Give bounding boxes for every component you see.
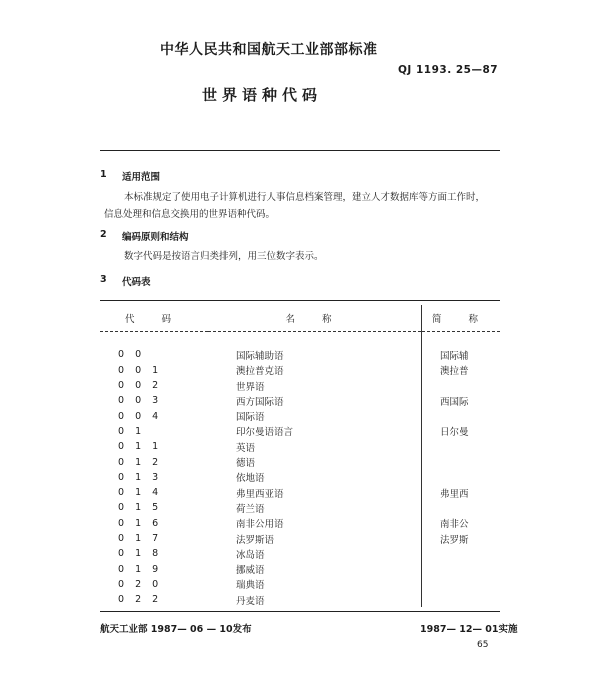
abbr-cell — [422, 500, 501, 515]
table-row — [100, 378, 500, 393]
abbr-cell — [422, 546, 501, 561]
name-cell: 德语 — [208, 454, 422, 469]
table-row — [100, 439, 500, 454]
section-title: 代码表 — [122, 277, 151, 288]
section-1-heading — [100, 169, 500, 183]
code-cell: 0 1 5 — [118, 502, 163, 514]
code-cell: 0 1 1 — [118, 441, 163, 453]
abbr-cell — [422, 592, 501, 607]
abbr-cell: 弗里西 — [440, 488, 469, 500]
code-cell: 0 1 2 — [118, 456, 163, 468]
section-1-text-line-1: 本标准规定了使用电子计算机进行人事信息档案管理，建立人才数据库等方面工作时， — [124, 192, 486, 203]
code-cell: 0 1 — [118, 425, 146, 437]
code-cell: 0 1 7 — [118, 533, 163, 544]
name-cell: 国际辅助语 — [208, 347, 422, 362]
section-2-heading — [100, 229, 500, 243]
standard-org-title: 中华人民共和国航天工业部部标准 — [160, 42, 378, 58]
code-cell: 0 2 2 — [118, 594, 163, 606]
section-number: 1 — [100, 169, 107, 180]
issue-date: 航天工业部 1987— 06 — 10发布 — [100, 624, 252, 635]
header-name: 名 称 — [208, 305, 422, 332]
section-1-text-line-2: 信息处理和信息交换用的世界语种代码。 — [104, 209, 276, 220]
abbr-cell: 澳拉普 — [440, 366, 469, 378]
table-row — [100, 408, 500, 423]
abbr-cell — [422, 454, 501, 469]
abbr-cell: 南非公 — [440, 519, 469, 531]
name-cell: 南非公用语 — [208, 516, 422, 531]
name-cell: 瑞典语 — [208, 577, 422, 592]
name-cell: 英语 — [208, 439, 422, 454]
name-cell: 世界语 — [208, 378, 422, 393]
table-row — [100, 561, 500, 576]
name-cell: 冰岛语 — [208, 546, 422, 561]
effective-date: 1987— 12— 01实施 — [420, 624, 518, 635]
code-cell: 0 0 4 — [118, 410, 163, 422]
abbr-cell — [422, 561, 501, 576]
code-cell: 0 1 9 — [118, 563, 163, 575]
table-row — [100, 347, 500, 362]
document-title: 世界语种代码 — [202, 86, 323, 104]
name-cell: 弗里西亚语 — [208, 485, 422, 500]
table-top-rule — [100, 300, 500, 301]
table-row — [100, 531, 500, 546]
code-cell: 0 1 3 — [118, 471, 163, 483]
name-cell: 荷兰语 — [208, 500, 422, 515]
abbr-cell — [422, 408, 501, 423]
code-cell: 0 1 4 — [118, 487, 163, 499]
code-cell: 0 0 1 — [118, 364, 163, 376]
name-cell: 澳拉普克语 — [208, 363, 422, 378]
standard-code: QJ 1193. 25—87 — [398, 64, 499, 76]
table-row — [100, 546, 500, 561]
code-cell: 0 0 — [118, 349, 146, 361]
table-row — [100, 454, 500, 469]
abbr-cell: 国际辅 — [440, 350, 469, 362]
table-row — [100, 500, 500, 515]
code-cell: 0 2 0 — [118, 578, 163, 590]
name-cell: 国际语 — [208, 408, 422, 423]
code-table — [100, 305, 500, 607]
code-cell: 0 0 2 — [118, 380, 163, 392]
name-cell: 挪威语 — [208, 561, 422, 576]
table-row — [100, 393, 500, 408]
table-header-row — [100, 305, 500, 332]
name-cell: 西方国际语 — [208, 393, 422, 408]
table-row — [100, 424, 500, 439]
name-cell: 印尔曼语语言 — [208, 424, 422, 439]
section-2-text: 数字代码是按语言归类排列，用三位数字表示。 — [124, 251, 324, 262]
section-number: 3 — [100, 274, 107, 285]
page-number: 65 — [477, 640, 489, 650]
section-title: 编码原则和结构 — [122, 232, 189, 243]
section-title: 适用范围 — [122, 172, 161, 183]
header-rule — [100, 150, 500, 151]
header-abbr: 简 称 — [422, 305, 501, 332]
table-row — [100, 485, 500, 500]
name-cell: 依地语 — [208, 470, 422, 485]
table-row — [100, 516, 500, 531]
section-number: 2 — [100, 229, 107, 240]
abbr-cell — [422, 577, 501, 592]
abbr-cell — [422, 470, 501, 485]
abbr-cell: 西国际 — [440, 396, 469, 408]
abbr-cell: 日尔曼 — [440, 427, 469, 439]
abbr-cell — [422, 439, 501, 454]
footer-rule — [100, 611, 500, 612]
name-cell: 丹麦语 — [208, 592, 422, 607]
table-row — [100, 577, 500, 592]
abbr-cell — [422, 378, 501, 393]
code-cell: 0 0 3 — [118, 395, 163, 407]
code-cell: 0 1 8 — [118, 548, 163, 560]
table-row — [100, 592, 500, 607]
abbr-cell: 法罗斯 — [440, 534, 469, 546]
table-row — [100, 363, 500, 378]
code-cell: 0 1 6 — [118, 517, 163, 529]
name-cell: 法罗斯语 — [208, 531, 422, 546]
header-code: 代 码 — [100, 305, 208, 332]
table-row — [100, 470, 500, 485]
section-3-heading — [100, 274, 500, 288]
